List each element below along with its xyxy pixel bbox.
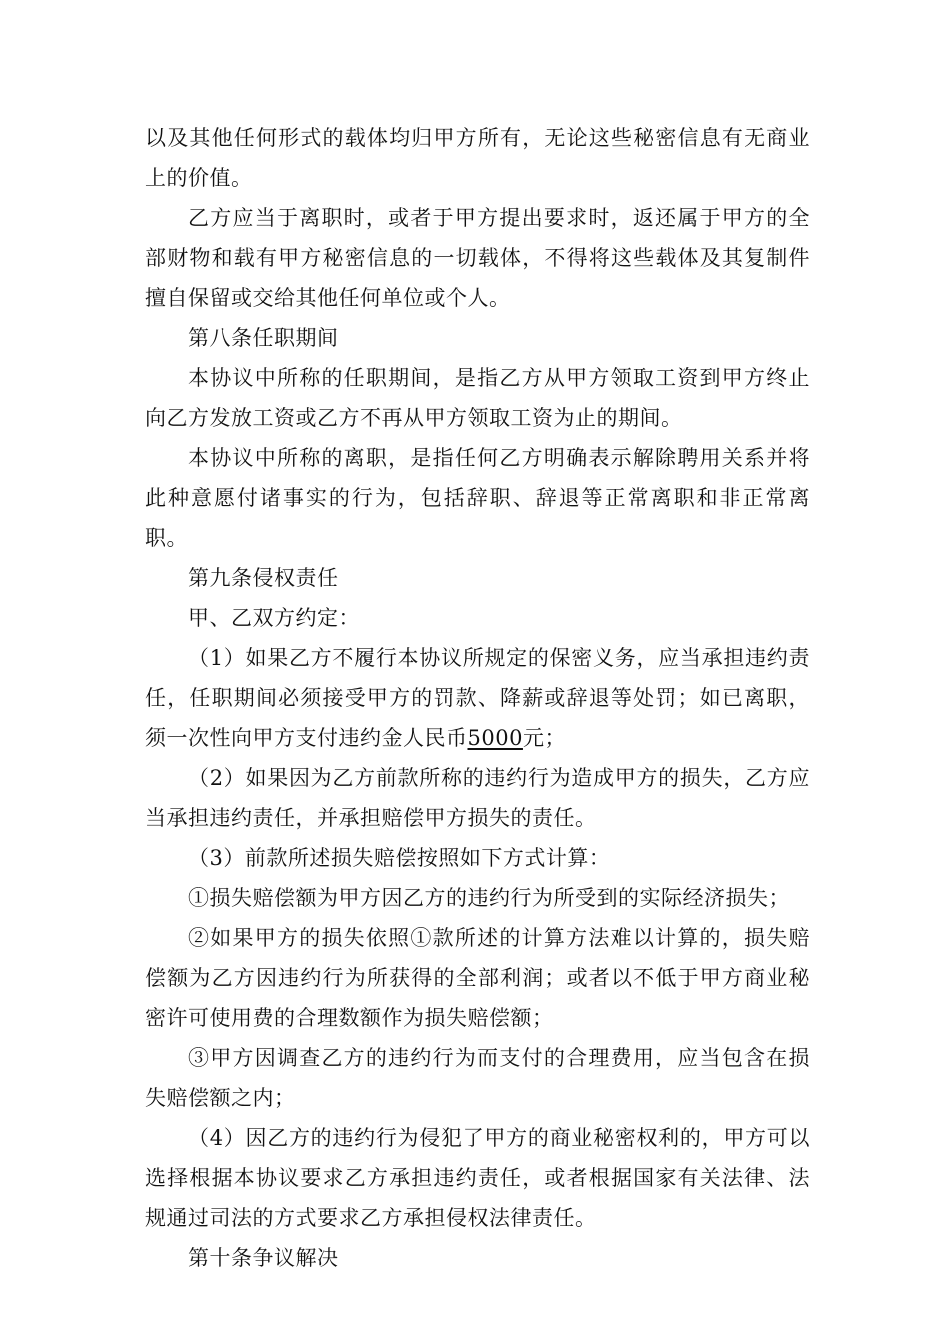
paragraph-clause-1 (145, 638, 810, 758)
paragraph-return-materials: 乙方应当于离职时，或者于甲方提出要求时，返还属于甲方的全部财物和载有甲方秘密信息的一切载体，不得将这些载体及其复制件擅自保留或交给其他任何单位或个人。 (145, 206, 810, 310)
penalty-amount: 5000 (467, 726, 523, 750)
heading-article-10: 第十条争议解决 (188, 1246, 339, 1270)
paragraph-parties-agree: 甲、乙双方约定： (188, 606, 360, 630)
document-body (145, 118, 810, 1278)
paragraph-calc-method-1: ①损失赔偿额为甲方因乙方的违约行为所受到的实际经济损失； (188, 886, 790, 910)
heading-article-8: 第八条任职期间 (188, 326, 339, 350)
clause-1-text: （1）如果乙方不履行本协议所规定的保密义务，应当承担违约责任，任职期间必须接受甲方的罚款、降薪或辞退等处罚；如已离职，须一次性向甲方支付违约金人民币 (145, 646, 810, 750)
paragraph-carrier-ownership: 以及其他任何形式的载体均归甲方所有，无论这些秘密信息有无商业上的价值。 (145, 126, 810, 190)
paragraph-term-definition: 本协议中所称的任职期间，是指乙方从甲方领取工资到甲方终止向乙方发放工资或乙方不再从甲方领取工资为止的期间。 (145, 366, 810, 430)
paragraph-calc-method-2: ②如果甲方的损失依照①款所述的计算方法难以计算的，损失赔偿额为乙方因违约行为所获得的全部利润；或者以不低于甲方商业秘密许可使用费的合理数额作为损失赔偿额； (145, 926, 810, 1030)
paragraph-clause-3: （3）前款所述损失赔偿按照如下方式计算： (188, 846, 611, 870)
heading-article-9: 第九条侵权责任 (188, 566, 339, 590)
clause-1-unit: 元； (522, 726, 566, 750)
paragraph-clause-4: （4）因乙方的违约行为侵犯了甲方的商业秘密权利的，甲方可以选择根据本协议要求乙方承担违约责任，或者根据国家有关法律、法规通过司法的方式要求乙方承担侵权法律责任。 (145, 1126, 810, 1230)
paragraph-calc-method-3: ③甲方因调查乙方的违约行为而支付的合理费用，应当包含在损失赔偿额之内； (145, 1046, 810, 1110)
paragraph-clause-2: （2）如果因为乙方前款所称的违约行为造成甲方的损失，乙方应当承担违约责任，并承担赔偿甲方损失的责任。 (145, 766, 810, 830)
paragraph-resignation-definition: 本协议中所称的离职，是指任何乙方明确表示解除聘用关系并将此种意愿付诸事实的行为，包括辞职、辞退等正常离职和非正常离职。 (145, 446, 810, 550)
